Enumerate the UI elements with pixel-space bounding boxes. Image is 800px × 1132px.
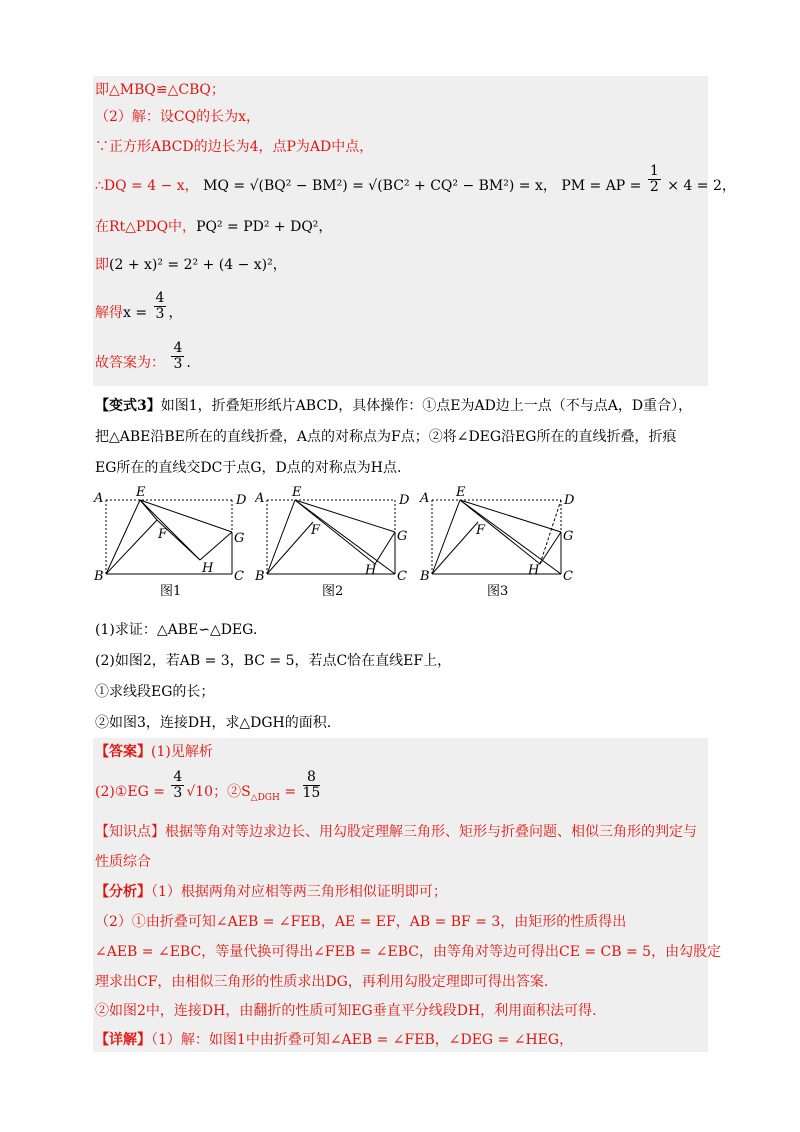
answer-2-a: (2)①EG = [95,784,165,800]
label-E: E [456,485,466,500]
label-B: B [420,569,430,580]
solution-line-3: ∵正方形ABCD的边长为4，点P为AD中点， [95,139,374,155]
answer-label: 【答案】 [95,744,151,760]
analysis-line-5: ②如图2中，连接DH，由翻折的性质可知EG垂直平分线段DH，利用面积法可得. [95,1003,597,1019]
label-A: A [94,491,104,506]
label-C: C [234,569,244,580]
solution-line-7-c: ， [168,305,183,321]
answer-line-1 [95,742,213,762]
solution-line-8-c: . [186,355,191,371]
answer-fraction: $\frac{4}{3}$ [173,339,183,372]
problem-label: 【变式3】 [95,398,161,414]
solution-line-8-a: 故答案为： [95,355,165,371]
analysis-line-2: （2）①由折叠可知∠AEB = ∠FEB，AE = EF，AB = BF = 3，由矩形的性质得出 [95,914,627,930]
solution-line-4-b: MQ = √(BQ² − BM²) = √(BC² + CQ² − BM²) = x， [203,178,557,194]
question-3: ①求线段EG的长； [95,684,215,700]
answer-2-c: = [284,784,297,800]
label-B: B [94,569,104,580]
analysis-line-1 [95,882,447,902]
solution-line-6-b: (2 + x)² = 2² + (4 − x)²， [109,257,287,273]
analysis-1: （1）根据两角对应相等两三角形相似证明即可； [151,884,447,900]
figure-2-caption: 图2 [322,584,344,599]
label-C: C [563,569,573,580]
solution-line-4-d: × 4 = 2， [667,178,736,194]
analysis-line-4: 理求出CF，由相似三角形的性质求出DG，再利用勾股定理即可得出答案. [95,974,549,990]
solution-line-5 [95,217,332,237]
problem-line-1 [95,396,692,416]
solution-line-5-b: PQ² = PD² + DQ²， [196,219,333,235]
figure-1 [92,484,252,584]
figure-1-caption: 图1 [160,584,182,599]
figure-3 [418,484,578,584]
problem-text-1: 如图1，折叠矩形纸片ABCD，具体操作：①点E为AD边上一点（不与点A，D重合）， [160,398,693,414]
answer-1: (1)见解析 [151,744,213,760]
half-fraction: $\frac{1}{2}$ [649,162,659,195]
solution-line-7-b: x = [123,305,148,321]
eg-fraction: $\frac{4}{3}$ [173,768,183,801]
area-subscript: △DGH [250,792,280,803]
answer-2-b: √10；②S [186,784,251,800]
solution-line-6-a: 即 [95,257,109,273]
solution-line-4-c: PM = AP = [561,178,642,194]
solution-line-7-a: 解得 [95,305,123,321]
x-fraction: $\frac{4}{3}$ [155,289,165,322]
detail-line-1 [95,1030,573,1050]
problem-line-3: EG所在的直线交DC于点G，D点的对称点为H点. [95,460,402,476]
solution-line-6 [95,255,287,275]
label-A: A [255,491,265,506]
analysis-line-3: ∠AEB = ∠EBC，等量代换可得出∠FEB = ∠EBC，由等角对等边可得出CE = CB = 5，由勾股定 [95,944,722,960]
problem-line-2: 把△ABE沿BE所在的直线折叠，A点的对称点为F点；②将∠DEG沿EG所在的直线折叠，折痕 [95,429,677,445]
solution-line-4 [95,162,736,196]
label-F: F [311,523,321,538]
label-G: G [563,529,574,544]
label-D: D [564,493,575,508]
solution-line-8 [95,339,191,373]
knowledge-line-1: 【知识点】根据等角对等边求边长、用勾股定理解三角形、矩形与折叠问题、相似三角形的判定与 [95,824,697,840]
solution-line-7 [95,289,183,323]
solution-line-1: 即△MBQ≌△CBQ； [95,82,225,98]
question-2: (2)如图2，若AB = 3，BC = 5，若点C恰在直线EF上， [95,653,452,669]
answer-line-2 [95,768,322,808]
label-E: E [136,485,146,500]
solution-line-5-a: 在Rt△PDQ中， [95,219,197,235]
figure-3-svg [418,484,578,580]
analysis-label: 【分析】 [95,884,151,900]
label-D: D [399,493,410,508]
label-A: A [420,491,430,506]
question-1: (1)求证：△ABE∽△DEG. [95,622,258,638]
label-F: F [476,523,486,538]
label-E: E [292,485,302,500]
label-B: B [255,569,265,580]
label-H: H [202,561,214,576]
knowledge-line-2: 性质综合 [95,854,151,870]
label-G: G [234,531,245,546]
figure-1-svg [92,484,252,580]
question-4: ②如图3，连接DH，求△DGH的面积. [95,715,332,731]
figure-3-caption: 图3 [487,584,509,599]
label-H: H [528,563,540,578]
detail-1: （1）解：如图1中由折叠可知∠AEB = ∠FEB，∠DEG = ∠HEG， [151,1032,574,1048]
figure-2 [255,484,415,584]
solution-line-4-a: ∴DQ = 4 − x， [95,178,199,194]
label-C: C [397,569,407,580]
area-fraction: $\frac{8}{15}$ [302,768,321,801]
detail-label: 【详解】 [95,1032,151,1048]
label-H: H [365,563,377,578]
solution-line-2: （2）解：设CQ的长为x， [95,109,260,125]
label-G: G [397,529,408,544]
figure-2-svg [255,484,415,580]
label-D: D [236,493,247,508]
label-F: F [158,527,168,542]
